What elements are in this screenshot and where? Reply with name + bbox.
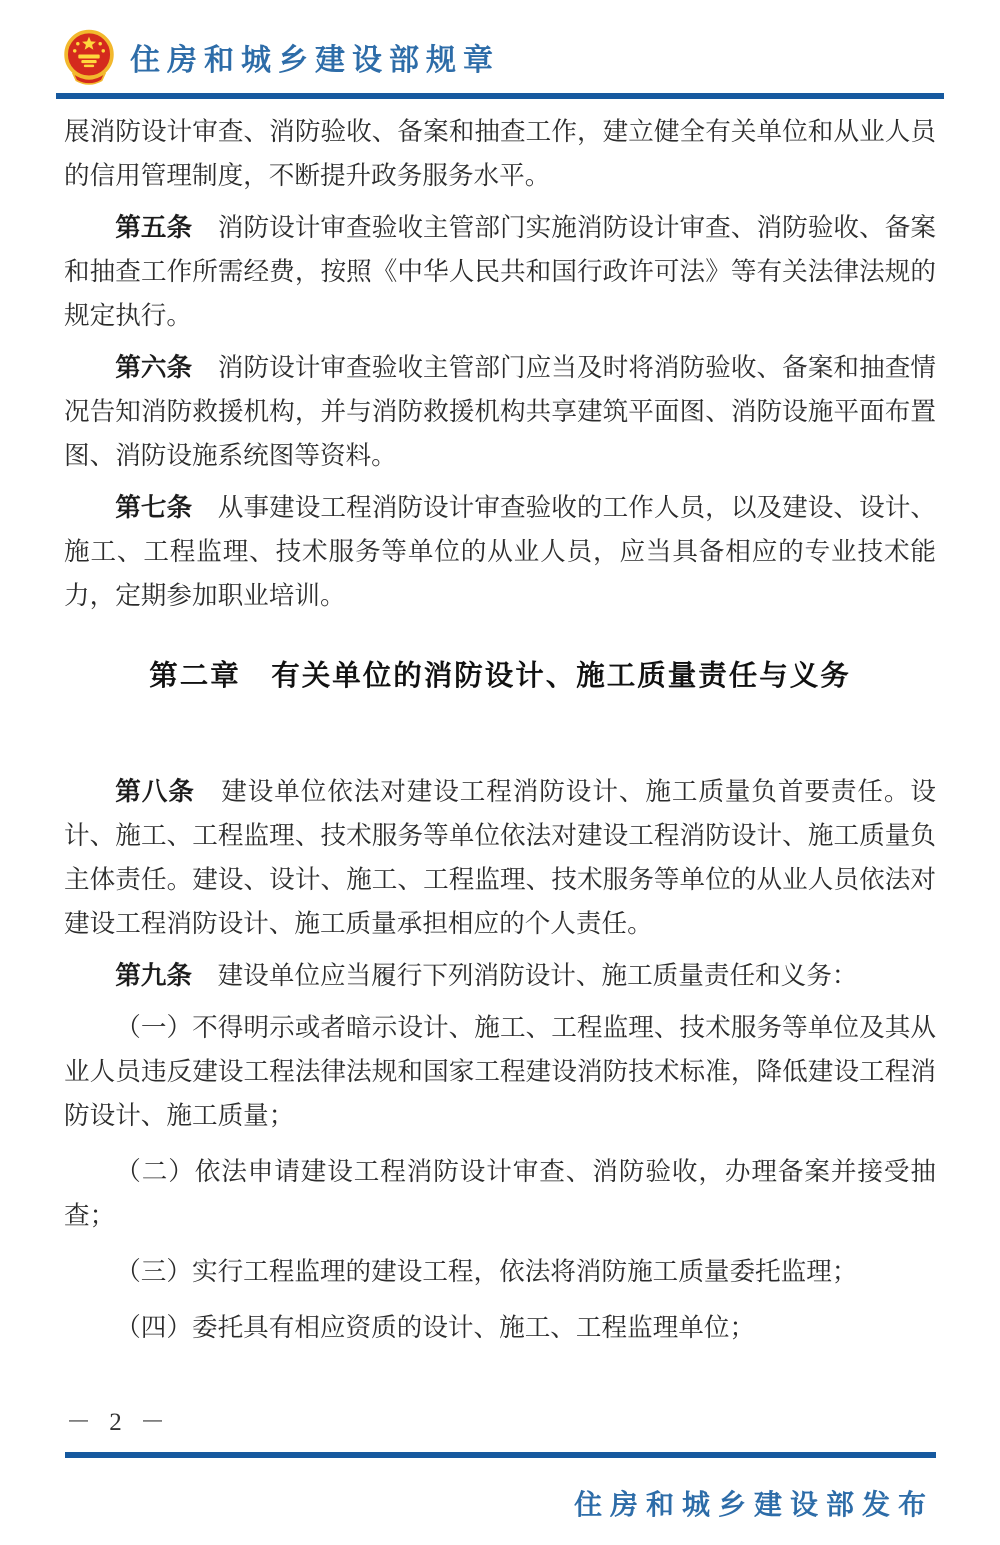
page-header	[60, 28, 500, 86]
article-paragraph: 第五条 消防设计审查验收主管部门实施消防设计审查、消防验收、备案和抽查工作所需经费，按照《中华人民共和国行政许可法》等有关法律法规的规定执行。	[64, 213, 936, 330]
footer-publisher: 住房和城乡建设部发布	[573, 1490, 934, 1521]
article-paragraph: 第九条 建设单位应当履行下列消防设计、施工质量责任和义务：	[115, 961, 858, 990]
national-emblem-icon	[60, 28, 118, 86]
header-rule	[56, 93, 944, 99]
body-paragraph: 展消防设计审查、消防验收、备案和抽查工作，建立健全有关单位和从业人员的信用管理制度，不断提升政务服务水平。	[64, 117, 936, 190]
article-paragraph: 第七条 从事建设工程消防设计审查验收的工作人员，以及建设、设计、施工、工程监理、技术服务等单位的从业人员，应当具备相应的专业技术能力，定期参加职业培训。	[64, 493, 936, 610]
clause-paragraph: （二）依法申请建设工程消防设计审查、消防验收，办理备案并接受抽查；	[64, 1157, 936, 1230]
footer-rule	[65, 1452, 936, 1458]
article-label: 第九条	[115, 961, 192, 990]
header-title: 住房和城乡建设部规章	[130, 44, 500, 77]
article-label: 第六条	[115, 353, 193, 382]
article-label: 第八条	[115, 777, 195, 806]
clause-paragraph: （四）委托具有相应资质的设计、施工、工程监理单位；	[115, 1313, 756, 1342]
article-paragraph: 第八条 建设单位依法对建设工程消防设计、施工质量负首要责任。设计、施工、工程监理、技术服务等单位依法对建设工程消防设计、施工质量负主体责任。建设、设计、施工、工程监理、技术服务等单位的从业人员依法对建设工程消防设计、施工质量承担相应的个人责任。	[64, 777, 936, 938]
article-label: 第七条	[115, 493, 193, 522]
chapter-heading: 第二章 有关单位的消防设计、施工质量责任与义务	[149, 660, 851, 692]
clause-paragraph: （三）实行工程监理的建设工程，依法将消防施工质量委托监理；	[115, 1257, 858, 1286]
document-body	[64, 110, 936, 1362]
clause-paragraph: （一）不得明示或者暗示设计、施工、工程监理、技术服务等单位及其从业人员违反建设工程法律法规和国家工程建设消防技术标准，降低建设工程消防设计、施工质量；	[64, 1013, 936, 1130]
article-label: 第五条	[115, 213, 193, 242]
article-paragraph: 第六条 消防设计审查验收主管部门应当及时将消防验收、备案和抽查情况告知消防救援机构，并与消防救援机构共享建筑平面图、消防设施平面布置图、消防设施系统图等资料。	[64, 353, 936, 470]
page-number: － 2 －	[66, 1409, 172, 1436]
